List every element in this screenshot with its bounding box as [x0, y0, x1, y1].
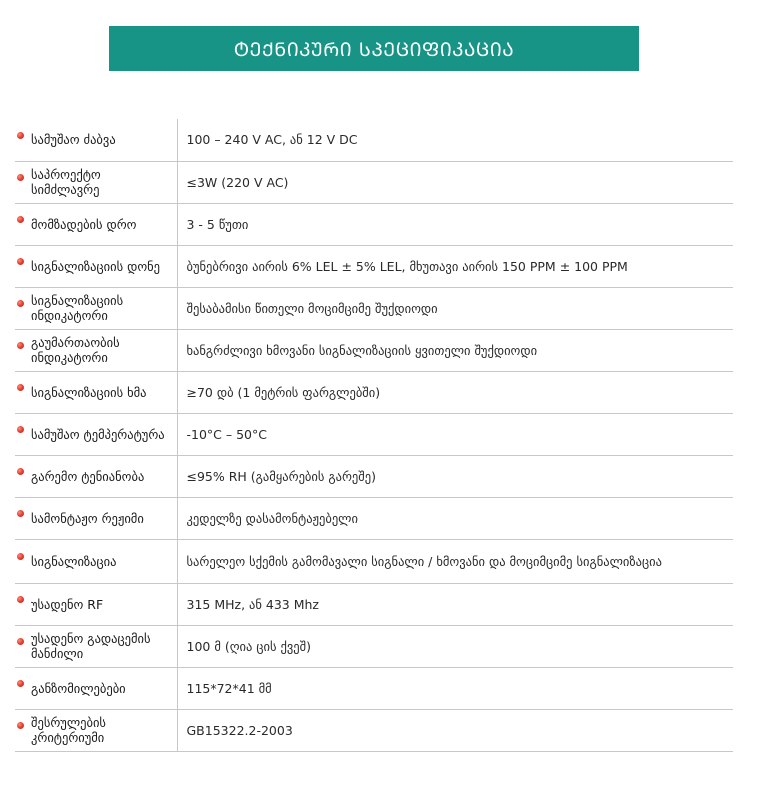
- spec-label-cell: [15, 413, 177, 455]
- spec-label: სიგნალიზაციის ინდიკატორი: [31, 293, 124, 323]
- bullet-icon: [17, 553, 24, 560]
- spec-label-cell: [15, 287, 177, 329]
- spec-value: ≥70 დბ (1 მეტრის ფარგლებში): [177, 371, 733, 413]
- bullet-icon: [17, 510, 24, 517]
- spec-label-cell: [15, 625, 177, 667]
- spec-value: ბუნებრივი აირის 6% LEL ± 5% LEL, მხუთავი აირის 150 PPM ± 100 PPM: [177, 245, 733, 287]
- spec-label: განზომილებები: [31, 680, 126, 696]
- spec-label: მომზადების დრო: [31, 216, 137, 232]
- spec-value: 315 MHz, ან 433 Mhz: [177, 583, 733, 625]
- spec-table: [15, 119, 733, 752]
- spec-value: 100 – 240 V AC, ან 12 V DC: [177, 119, 733, 161]
- spec-label: გარემო ტენიანობა: [31, 468, 145, 484]
- bullet-icon: [17, 174, 24, 181]
- bullet-icon: [17, 596, 24, 603]
- bullet-icon: [17, 132, 24, 139]
- spec-value: GB15322.2-2003: [177, 709, 733, 751]
- spec-label: გაუმართაობის ინდიკატორი: [31, 335, 120, 365]
- spec-label-cell: [15, 455, 177, 497]
- spec-label-cell: [15, 371, 177, 413]
- bullet-icon: [17, 722, 24, 729]
- spec-label-cell: [15, 329, 177, 371]
- table-row: [15, 287, 733, 329]
- spec-label: საპროექტო სიმძლავრე: [31, 167, 101, 197]
- table-row: [15, 667, 733, 709]
- bullet-icon: [17, 680, 24, 687]
- spec-label: უსადენო RF: [31, 596, 104, 612]
- table-row: [15, 583, 733, 625]
- spec-label-cell: [15, 203, 177, 245]
- spec-value: კედელზე დასამონტაჟებელი: [177, 497, 733, 539]
- spec-value: -10°C – 50°C: [177, 413, 733, 455]
- bullet-icon: [17, 258, 24, 265]
- spec-label: სამონტაჟო რეჟიმი: [31, 510, 144, 526]
- spec-label-cell: [15, 245, 177, 287]
- table-row: [15, 413, 733, 455]
- spec-label-cell: [15, 709, 177, 751]
- spec-label-cell: [15, 497, 177, 539]
- table-row: [15, 119, 733, 161]
- table-row: [15, 497, 733, 539]
- spec-label: სიგნალიზაცია: [31, 553, 117, 569]
- table-row: [15, 161, 733, 203]
- table-row: [15, 709, 733, 751]
- bullet-icon: [17, 468, 24, 475]
- spec-label-cell: [15, 119, 177, 161]
- table-row: [15, 455, 733, 497]
- spec-value: 100 მ (ღია ცის ქვეშ): [177, 625, 733, 667]
- spec-label-cell: [15, 667, 177, 709]
- table-row: [15, 203, 733, 245]
- spec-label: სამუშაო ძაბვა: [31, 132, 116, 148]
- spec-value: 115*72*41 მმ: [177, 667, 733, 709]
- table-row: [15, 625, 733, 667]
- spec-label: უსადენო გადაცემის მანძილი: [31, 631, 151, 661]
- table-row: [15, 539, 733, 583]
- spec-label-cell: [15, 539, 177, 583]
- spec-label: სამუშაო ტემპერატურა: [31, 426, 165, 442]
- spec-label: შესრულების კრიტერიუმი: [31, 715, 106, 745]
- table-row: [15, 329, 733, 371]
- table-row: [15, 245, 733, 287]
- bullet-icon: [17, 300, 24, 307]
- spec-label: სიგნალიზაციის დონე: [31, 258, 161, 274]
- bullet-icon: [17, 384, 24, 391]
- page-title: ᲢᲔᲥᲜᲘᲙᲣᲠᲘ ᲡᲞᲔᲪᲘᲤᲘᲙᲐᲪᲘᲐ: [109, 26, 639, 71]
- bullet-icon: [17, 638, 24, 645]
- spec-label-cell: [15, 161, 177, 203]
- bullet-icon: [17, 426, 24, 433]
- spec-value: 3 - 5 წუთი: [177, 203, 733, 245]
- spec-value: შესაბამისი წითელი მოციმციმე შუქდიოდი: [177, 287, 733, 329]
- spec-value: ≤95% RH (გამყარების გარეშე): [177, 455, 733, 497]
- spec-value: ხანგრძლივი ხმოვანი სიგნალიზაციის ყვითელი შუქდიოდი: [177, 329, 733, 371]
- spec-value: სარელეო სქემის გამომავალი სიგნალი / ხმოვანი და მოციმციმე სიგნალიზაცია: [177, 539, 733, 583]
- bullet-icon: [17, 342, 24, 349]
- table-row: [15, 371, 733, 413]
- spec-value: ≤3W (220 V AC): [177, 161, 733, 203]
- spec-label: სიგნალიზაციის ხმა: [31, 384, 147, 400]
- spec-label-cell: [15, 583, 177, 625]
- bullet-icon: [17, 216, 24, 223]
